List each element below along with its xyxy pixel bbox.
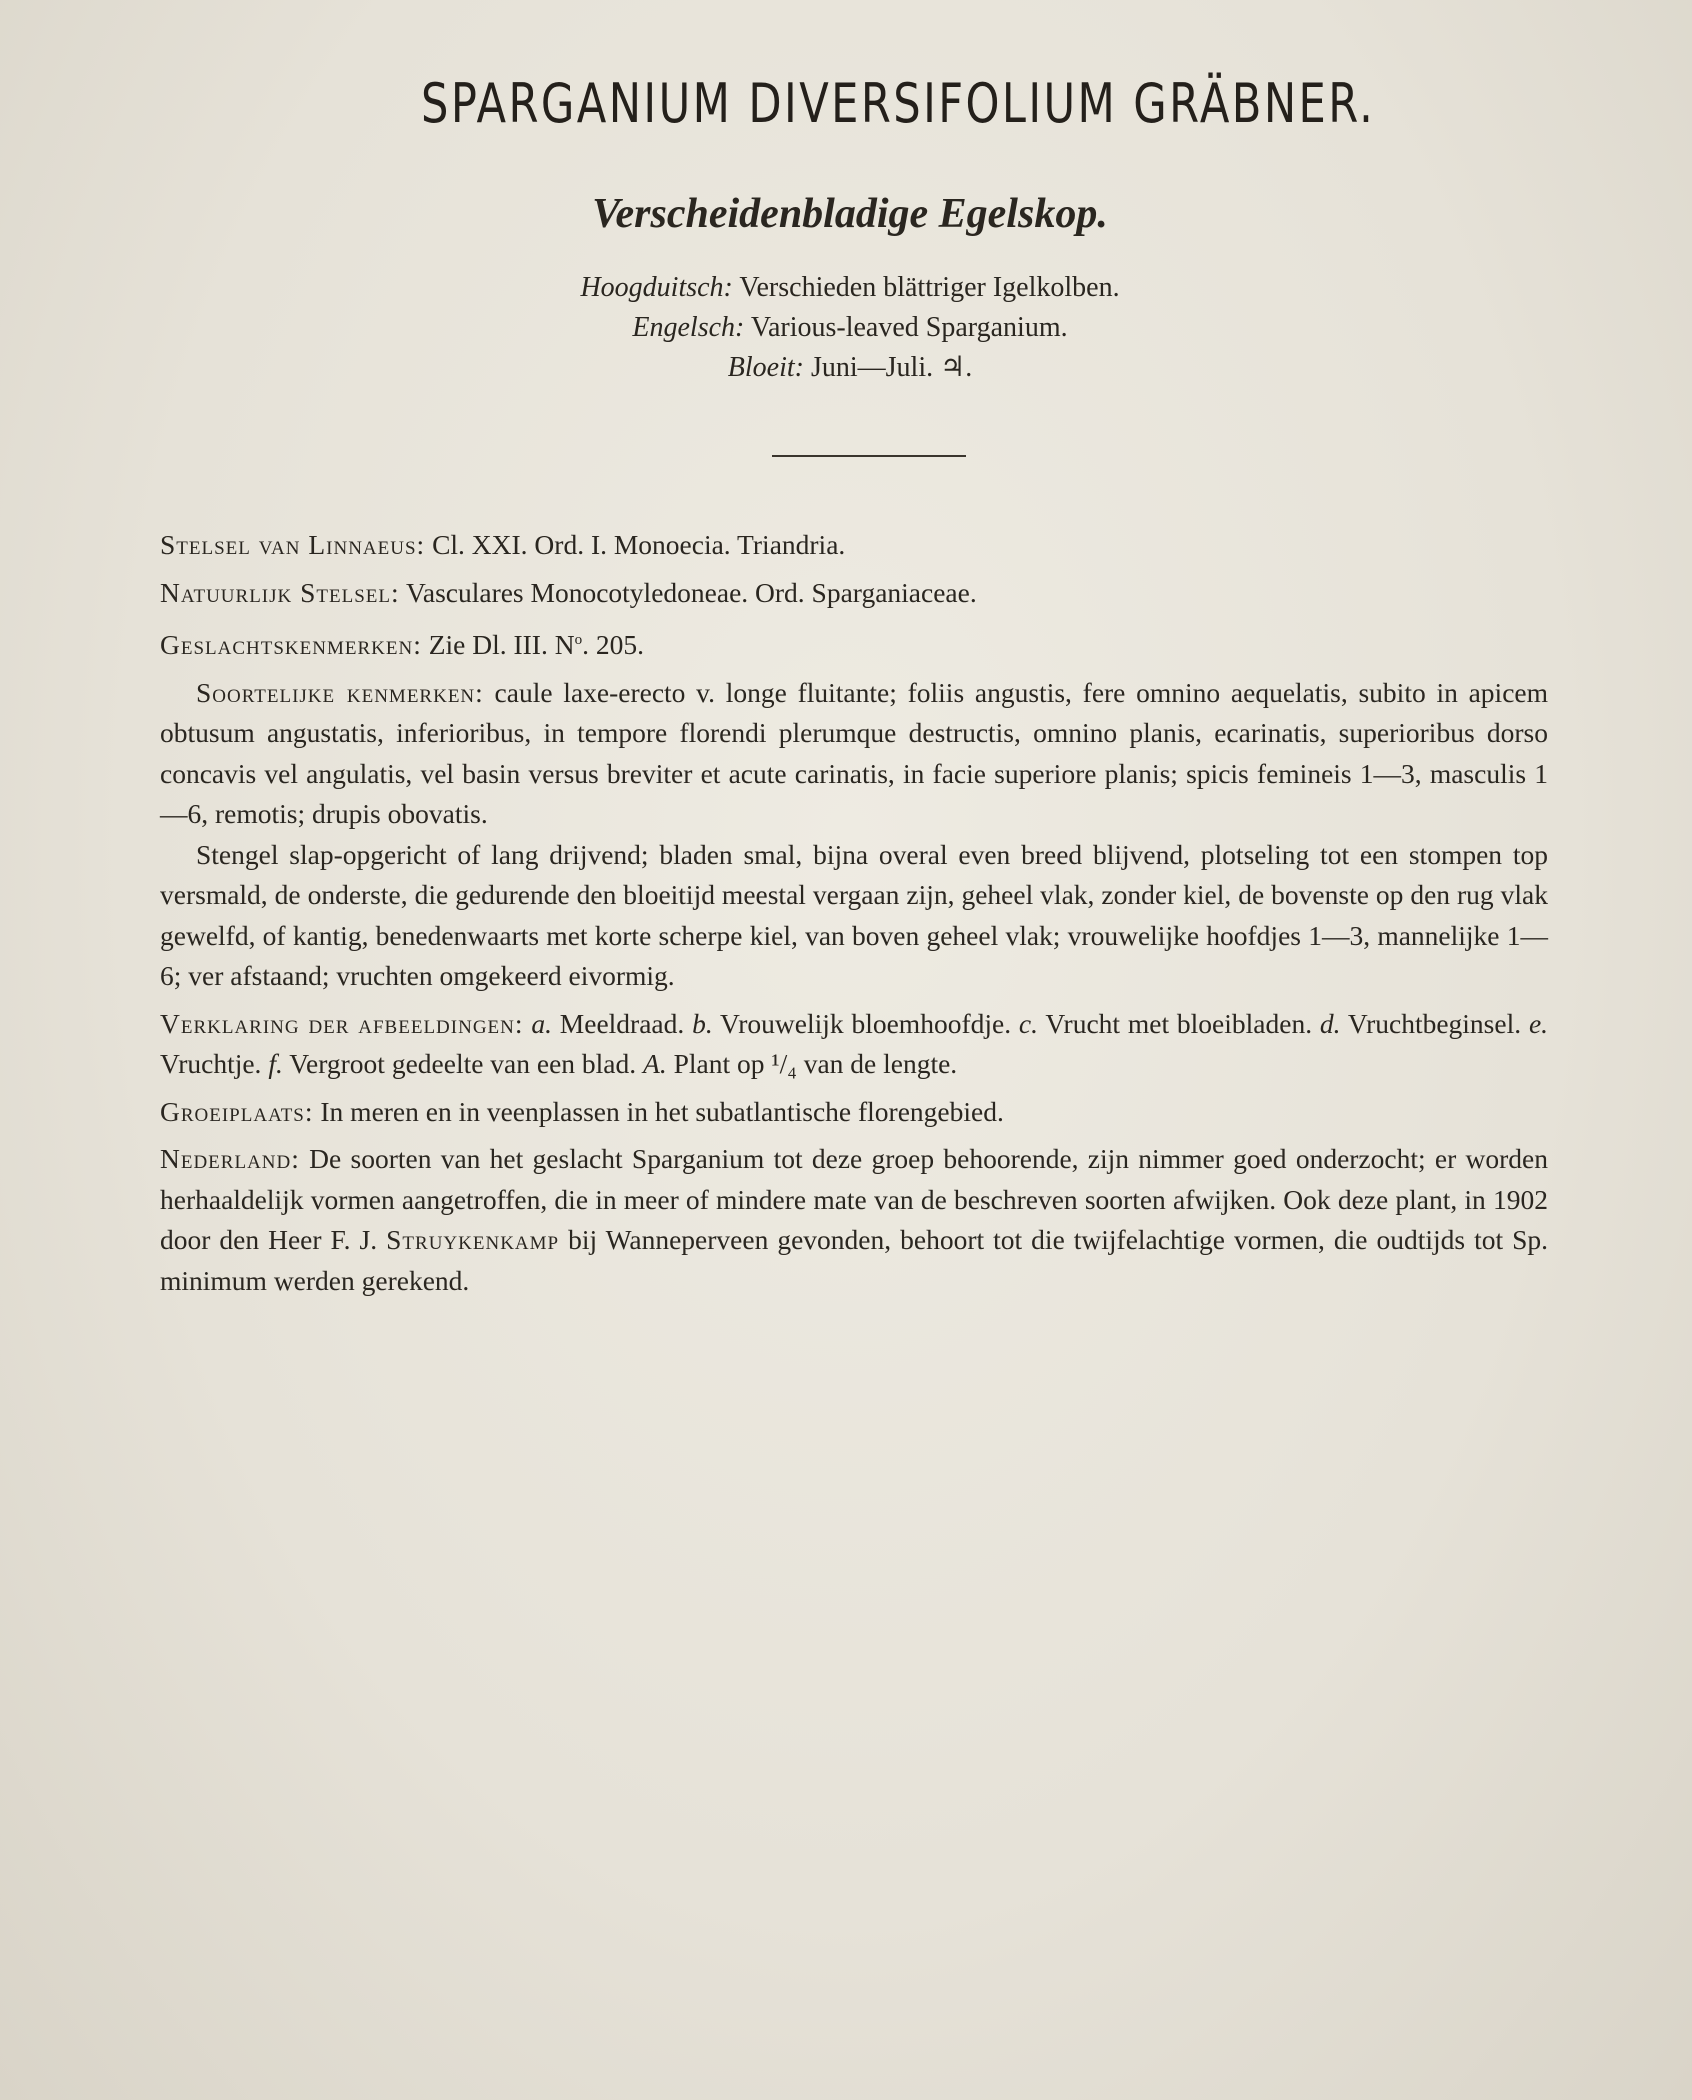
figure-text-d: Vruchtbeginsel.: [1347, 1007, 1522, 1039]
species-characters-text: caule laxe-erecto v. longe fluitante; foliis angustis, fere omnino aequelatis, subito in apicem obtusum angustatis, inferioribus, in tempore florendi plerumque destructis, omnino planis, ecarinatis, superioribus dorso concavis vel angulatis, vel basin versus breviter et acute carinatis, in facie superiore planis; spicis femineis 1—3, masculis 1—6, remotis; drupis obovatis.: [160, 676, 1548, 830]
figure-key-plant: A.: [643, 1048, 667, 1080]
genus-characters-paragraph: [160, 620, 1548, 666]
description-body: [160, 525, 1548, 1308]
figure-key-d: d.: [1319, 1007, 1341, 1039]
species-characters-paragraph: [160, 673, 1548, 835]
netherlands-text-b: bij Wanneperveen gevonden, behoort tot die twijfelachtige vormen, die oudtijds tot Sp. minimum werden gerekend.: [160, 1224, 1549, 1296]
english-name-label: Engelsch:: [632, 312, 745, 343]
genus-characters-text-a: Zie Dl. III. N: [428, 629, 575, 661]
flowering-value: Juni—Juli. ♃.: [810, 352, 973, 383]
figure-key-b: b.: [692, 1007, 713, 1039]
figure-text-c: Vrucht met bloeibladen.: [1045, 1007, 1313, 1039]
figure-explanation-label: Verklaring der afbeeldingen:: [160, 1007, 524, 1039]
netherlands-label: Nederland:: [160, 1143, 300, 1175]
collector-name: Struykenkamp: [386, 1224, 560, 1256]
english-name-value: Various-leaved Sparganium.: [750, 312, 1068, 343]
flowering-label: Bloeit:: [727, 352, 804, 383]
habitat-label: Groeiplaats:: [160, 1095, 314, 1127]
genus-characters-label: Geslachtskenmerken:: [160, 629, 422, 661]
english-name-row: [400, 308, 1300, 348]
divider-rule: [772, 455, 966, 457]
netherlands-paragraph: [160, 1139, 1548, 1301]
figure-key-e: e.: [1528, 1007, 1549, 1039]
stem-description-text: Stengel slap-opgericht of lang drijvend; bladen smal, bijna overal even breed blijvend, plotseling tot een stompen top versmald, de onderste, die gedurende den bloeitijd meestal vergaan zijn, geheel vlak, zonder kiel, de bovenste op den rug vlak gewelfd, of kantig, benedenwaarts met korte scherpe kiel, van boven geheel vlak; vrouwelijke hoofdjes 1—3, mannelijke 1—6; ver afstaand; vruchten omgekeerd eivormig.: [160, 838, 1548, 992]
figure-key-a: a.: [531, 1007, 552, 1039]
natural-system-label: Natuurlijk Stelsel:: [160, 576, 400, 608]
german-name-label: Hoogduitsch:: [580, 272, 733, 303]
genus-characters-text-b: . 205.: [582, 629, 645, 661]
linnaeus-label: Stelsel van Linnaeus:: [160, 529, 426, 560]
linnaeus-paragraph: [160, 525, 1548, 566]
species-characters-label: Soortelijke kenmerken:: [196, 676, 484, 708]
netherlands-text-a: De soorten van het geslacht Sparganium tot deze groep behoorende, zijn nimmer goed onderzocht; er worden herhaaldelijk vormen aangetroffen, die in meer of mindere mate van de beschreven soorten afwijken. Ook deze plant, in 1902 door den Heer F. J.: [160, 1143, 1548, 1256]
figure-explanation-paragraph: [160, 1004, 1548, 1085]
figure-key-f: f.: [268, 1048, 283, 1080]
natural-system-text: Vasculares Monocotyledoneae. Ord. Sparganiaceae.: [406, 576, 977, 608]
german-name-row: [400, 268, 1300, 308]
figure-text-b: Vrouwelijk bloemhoofdje.: [720, 1007, 1012, 1039]
german-name-value: Verschieden blättriger Igelkolben.: [739, 272, 1120, 303]
figure-text-a: Meeldraad.: [559, 1007, 685, 1039]
dutch-name-subtitle: Verscheidenbladige Egelskop.: [592, 191, 1108, 237]
common-names-block: [400, 268, 1300, 388]
figure-text-f: Vergroot gedeelte van een blad.: [289, 1048, 637, 1080]
page-title: SPARGANIUM DIVERSIFOLIUM GRÄBNER.: [421, 72, 1376, 135]
natural-system-paragraph: [160, 573, 1548, 614]
figure-text-e: Vruchtje.: [160, 1048, 262, 1080]
habitat-text: In meren en in veenplassen in het subatlantische florengebied.: [320, 1095, 1004, 1127]
genus-characters-superscript: o: [574, 632, 583, 648]
stem-description-paragraph: [160, 835, 1548, 997]
habitat-paragraph: [160, 1092, 1548, 1133]
figure-key-c: c.: [1018, 1007, 1038, 1039]
figure-text-plant: Plant op ¹/₄ van de lengte.: [673, 1048, 958, 1080]
flowering-row: [400, 348, 1300, 388]
linnaeus-text: Cl. XXI. Ord. I. Monoecia. Triandria.: [432, 529, 846, 560]
